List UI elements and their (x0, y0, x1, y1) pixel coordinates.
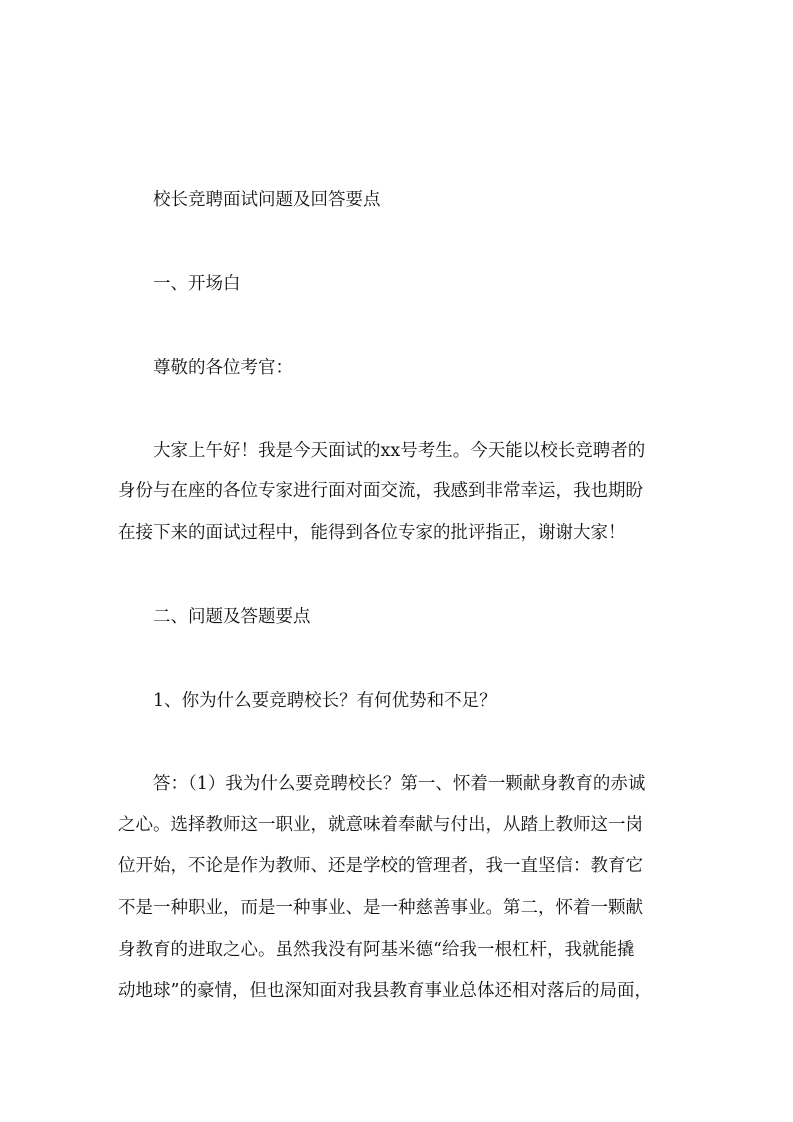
paragraph-line: 不是一种职业，而是一种事业、是一种慈善事业。第二，怀着一颗献 (118, 898, 643, 918)
paragraph-line: 身教育的进取之心。虽然我没有阿基米德“给我一根杠杆，我就能撬 (118, 940, 635, 960)
paragraph-line: 位开始，不论是作为教师、还是学校的管理者，我一直坚信：教育它 (118, 856, 643, 876)
paragraph-line: 在接下来的面试过程中，能得到各位专家的批评指正，谢谢大家！ (118, 523, 626, 543)
paragraph-line: 之心。选择教师这一职业，就意味着奉献与付出，从踏上教师这一岗 (118, 815, 643, 835)
document-title: 校长竞聘面试问题及回答要点 (153, 190, 381, 210)
paragraph-line: 大家上午好！我是今天面试的xx号考生。今天能以校长竞聘者的 (153, 441, 646, 461)
section-heading-questions: 二、问题及答题要点 (153, 607, 311, 627)
paragraph-line: 动地球”的豪情，但也深知面对我县教育事业总体还相对落后的局面， (118, 981, 652, 1001)
paragraph-line: 身份与在座的各位专家进行面对面交流，我感到非常幸运，我也期盼 (118, 481, 643, 501)
salutation: 尊敬的各位考官： (153, 358, 293, 378)
question-1: 1、你为什么要竞聘校长？有何优势和不足？ (153, 691, 497, 711)
section-heading-opening: 一、开场白 (153, 274, 241, 294)
paragraph-line: 答：（1）我为什么要竞聘校长？第一、怀着一颗献身教育的赤诚 (153, 774, 646, 794)
